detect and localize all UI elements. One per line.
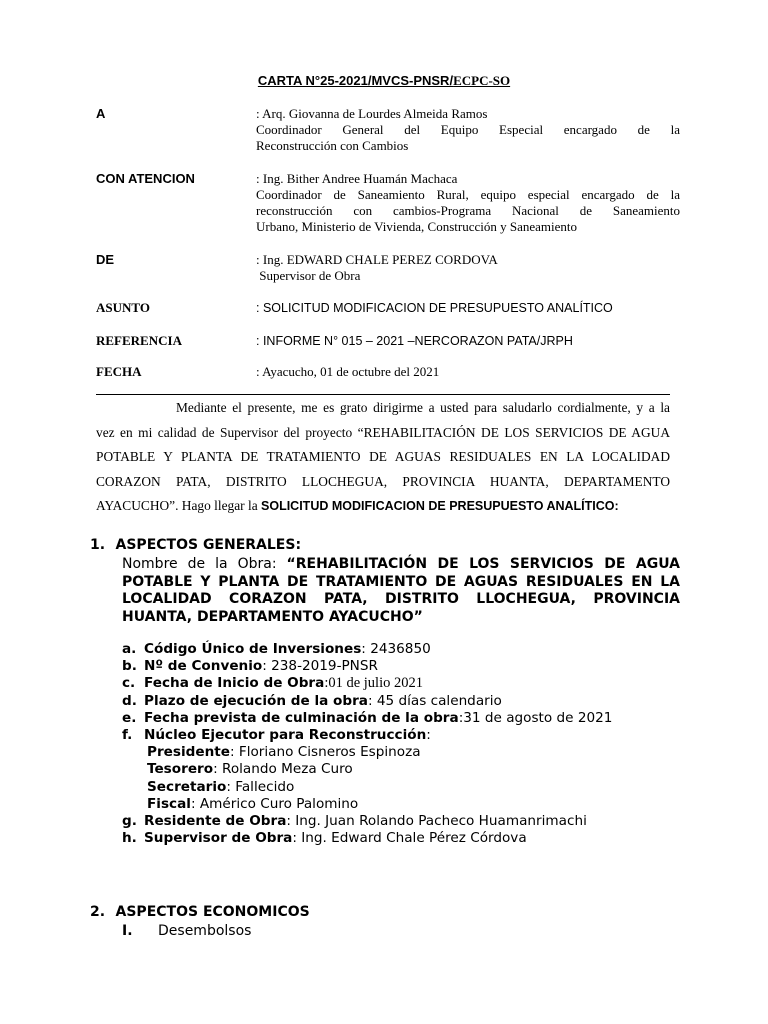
header-con-atencion-line: reconstrucción con cambios-Programa Nacional de Saneamiento <box>256 203 680 218</box>
obra-title-line: HUANTA, DEPARTAMENTO AYACUCHO” <box>122 608 423 625</box>
header-de-line: : Ing. EDWARD CHALE PEREZ CORDOVA <box>256 252 498 267</box>
obra-line <box>122 556 680 574</box>
header-label-con-atencion: CON ATENCION <box>96 171 195 186</box>
intro-line: vez en mi calidad de Supervisor del proyecto “REHABILITACIÓN DE LOS SERVICIOS DE AGUA <box>96 424 670 440</box>
title-part-1: CARTA N°25-2021/MVCS-PNSR/ <box>257 73 454 88</box>
item-label: Fiscal <box>147 795 191 812</box>
section-1-title: ASPECTOS GENERALES: <box>115 537 302 553</box>
obra-name-block <box>122 556 680 626</box>
header-value-asunto: : SOLICITUD MODIFICACION DE PRESUPUESTO ANALÍTICO <box>256 301 613 315</box>
item-residente <box>122 813 612 830</box>
header-row-fecha <box>96 364 680 382</box>
header-label-fecha: FECHA <box>96 364 142 379</box>
header-con-atencion-line: Coordinador de Saneamiento Rural, equipo especial encargado de la <box>256 187 680 202</box>
item-fiscal <box>122 796 612 813</box>
header-value-de <box>256 252 680 284</box>
header-label-de: DE <box>96 252 115 267</box>
header-label-asunto: ASUNTO <box>96 300 150 315</box>
intro-last-plain: AYACUCHO”. Hago llegar la <box>96 498 262 513</box>
item-value: :31 de agosto de 2021 <box>458 709 613 726</box>
item-plazo <box>122 693 612 710</box>
item-value: :01 de julio 2021 <box>324 675 423 692</box>
obra-title-line: LOCALIDAD CORAZON PATA, DISTRITO LLOCHEGUA, PROVINCIA <box>122 591 680 607</box>
item-label: Supervisor de Obra <box>144 830 293 847</box>
item-label: Presidente <box>147 744 230 761</box>
obra-title-line: POTABLE Y PLANTA DE TRATAMIENTO DE AGUAS RESIDUALES EN LA <box>122 573 680 590</box>
intro-line: Mediante el presente, me es grato dirigirme a usted para saludarlo cordialmente, y a la <box>176 400 670 415</box>
item-fecha-inicio <box>122 675 612 692</box>
item-letter: g. <box>122 812 137 829</box>
header-value-fecha: : Ayacucho, 01 de octubre del 2021 <box>256 364 440 379</box>
section-2-heading <box>90 904 310 920</box>
header-value-con-atencion <box>256 171 680 235</box>
general-items-list <box>122 641 612 847</box>
intro-line: CORAZON PATA, DISTRITO LLOCHEGUA, PROVINCIA HUANTA, DEPARTAMENTO <box>96 473 670 489</box>
header-divider <box>96 394 670 395</box>
item-letter: d. <box>122 692 137 709</box>
item-fecha-culminacion <box>122 710 612 727</box>
intro-line: POTABLE Y PLANTA DE TRATAMIENTO DE AGUAS RESIDUALES EN LA LOCALIDAD <box>96 449 670 464</box>
item-value: : Fallecido <box>226 778 295 795</box>
item-value: : 45 días calendario <box>367 692 502 709</box>
item-letter: c. <box>122 675 136 692</box>
item-value: : 2436850 <box>361 641 431 657</box>
item-presidente <box>122 744 612 761</box>
item-label: Código Único de Inversiones <box>144 641 362 657</box>
item-label: Residente de Obra <box>144 812 287 829</box>
section-1-heading <box>90 537 301 553</box>
item-value: : Rolando Meza Curo <box>213 761 353 778</box>
item-letter: e. <box>122 709 137 726</box>
intro-line-last <box>96 494 670 519</box>
title-part-2: ECPC-SO <box>453 73 511 88</box>
item-value: : 238-2019-PNSR <box>262 658 378 675</box>
item-tesorero <box>122 761 612 778</box>
item-convenio <box>122 658 612 675</box>
header-a-line: : Arq. Giovanna de Lourdes Almeida Ramos <box>256 106 488 121</box>
letter-title <box>0 73 768 89</box>
section-2-sub-item <box>122 923 251 939</box>
item-label: Fecha de Inicio de Obra <box>144 675 325 692</box>
item-label: Tesorero <box>147 761 214 778</box>
item-value: : Américo Curo Palomino <box>190 795 359 812</box>
header-label-a: A <box>96 106 106 121</box>
header-a-line: Reconstrucción con Cambios <box>256 138 409 153</box>
item-value: : Ing. Edward Chale Pérez Córdova <box>292 830 527 847</box>
header-con-atencion-line: Urbano, Ministerio de Vivienda, Construcción y Saneamiento <box>256 219 578 234</box>
obra-label: Nombre de la Obra: <box>122 556 287 572</box>
item-value: : Ing. Juan Rolando Pacheco Huamanrimachi <box>286 812 587 829</box>
section-2-number: 2. <box>90 904 106 920</box>
intro-last-bold: SOLICITUD MODIFICACION DE PRESUPUESTO ANALÍTICO: <box>261 499 619 513</box>
sub-item-number: I. <box>122 923 133 939</box>
obra-line <box>122 574 680 592</box>
header-row-referencia <box>96 333 680 351</box>
header-a-line: Coordinador General del Equipo Especial encargado de la <box>256 122 680 137</box>
item-secretario <box>122 779 612 796</box>
header-row-a <box>96 106 680 156</box>
item-label: Secretario <box>147 778 227 795</box>
header-value-a <box>256 106 680 154</box>
header-value-referencia: : INFORME N° 015 – 2021 –NERCORAZON PATA/JRPH <box>256 334 573 348</box>
item-letter: a. <box>122 641 137 657</box>
header-row-de <box>96 252 680 286</box>
item-label: Fecha prevista de culminación de la obra <box>144 709 459 726</box>
obra-title-first: “REHABILITACIÓN DE LOS SERVICIOS DE AGUA <box>286 556 680 572</box>
obra-line <box>122 591 680 609</box>
header-de-line: Supervisor de Obra <box>256 268 361 283</box>
item-value: : <box>426 726 431 743</box>
header-row-con-atencion <box>96 171 680 237</box>
sub-item-label: Desembolsos <box>158 923 252 939</box>
item-value: : Floriano Cisneros Espinoza <box>229 744 421 761</box>
item-label: Núcleo Ejecutor para Reconstrucción <box>144 726 427 743</box>
item-letter: f. <box>122 726 133 743</box>
item-nucleo-ejecutor <box>122 727 612 744</box>
header-con-atencion-line: : Ing. Bither Andree Huamán Machaca <box>256 171 458 186</box>
item-codigo-unico <box>122 641 612 658</box>
item-letter: h. <box>122 830 137 847</box>
item-supervisor <box>122 830 612 847</box>
section-1-number: 1. <box>90 537 106 553</box>
item-label: Nº de Convenio <box>144 658 263 675</box>
header-label-referencia: REFERENCIA <box>96 333 182 348</box>
item-letter: b. <box>122 658 137 675</box>
obra-line <box>122 609 680 627</box>
section-2-title: ASPECTOS ECONOMICOS <box>115 904 310 920</box>
header-row-asunto <box>96 300 680 318</box>
intro-paragraph <box>96 396 670 519</box>
item-label: Plazo de ejecución de la obra <box>144 692 368 709</box>
